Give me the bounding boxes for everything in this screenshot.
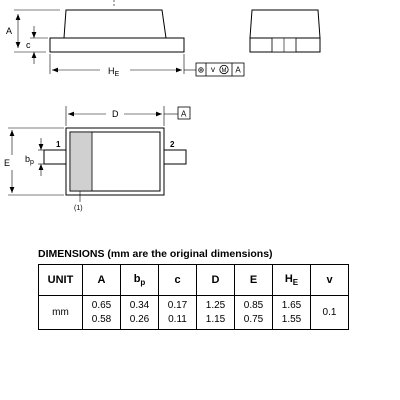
end-view xyxy=(250,10,320,52)
pin-2-label: 2 xyxy=(170,140,175,149)
cell-c: 0.17 0.11 xyxy=(159,296,197,330)
modifier-symbol: M xyxy=(221,68,227,74)
header-a: A xyxy=(83,265,121,296)
cell-e: 0.85 0.75 xyxy=(235,296,273,330)
header-d: D xyxy=(197,265,235,296)
header-c: c xyxy=(159,265,197,296)
side-view xyxy=(14,0,196,74)
lead-1 xyxy=(44,150,66,164)
table-row xyxy=(39,296,349,330)
tolerance-value: v xyxy=(211,65,215,74)
cell-d: 1.25 1.15 xyxy=(197,296,235,330)
header-unit: UNIT xyxy=(39,265,83,296)
dim-d-label: D xyxy=(112,109,119,119)
cell-he: 1.65 1.55 xyxy=(273,296,311,330)
end-view-body xyxy=(250,10,320,38)
dim-e-label: E xyxy=(4,158,11,168)
unit-cell: mm xyxy=(39,296,83,330)
header-v: v xyxy=(311,265,349,296)
datum-a-label: A xyxy=(181,109,187,119)
header-bp: $b_p$ xyxy=(121,265,159,296)
header-e: E xyxy=(235,265,273,296)
pin1-note-label: (1) xyxy=(74,205,83,212)
dim-a-label: A xyxy=(6,26,13,36)
cell-bp: 0.34 0.26 xyxy=(121,296,159,330)
pin1-marker xyxy=(70,132,92,191)
header-he: $H_E$ xyxy=(273,265,311,296)
side-view-body xyxy=(64,10,166,38)
pin-1-label: 1 xyxy=(56,140,61,149)
dim-bp-label: $b_p$ xyxy=(25,154,34,166)
table-header-row xyxy=(39,265,349,296)
top-view xyxy=(8,106,186,202)
dim-he-label: $H_E$ xyxy=(108,66,120,78)
dimensions-title: DIMENSIONS (mm are the original dimensions) xyxy=(38,248,273,260)
lead-2 xyxy=(164,150,186,164)
dim-c-label: c xyxy=(26,40,31,50)
side-view-leads xyxy=(50,38,184,52)
cell-a: 0.65 0.58 xyxy=(83,296,121,330)
dimensions-table xyxy=(38,264,349,330)
cell-v: 0.1 xyxy=(311,296,349,330)
position-symbol: ⊕ xyxy=(197,65,205,75)
datum-a-ref: A xyxy=(235,65,241,75)
